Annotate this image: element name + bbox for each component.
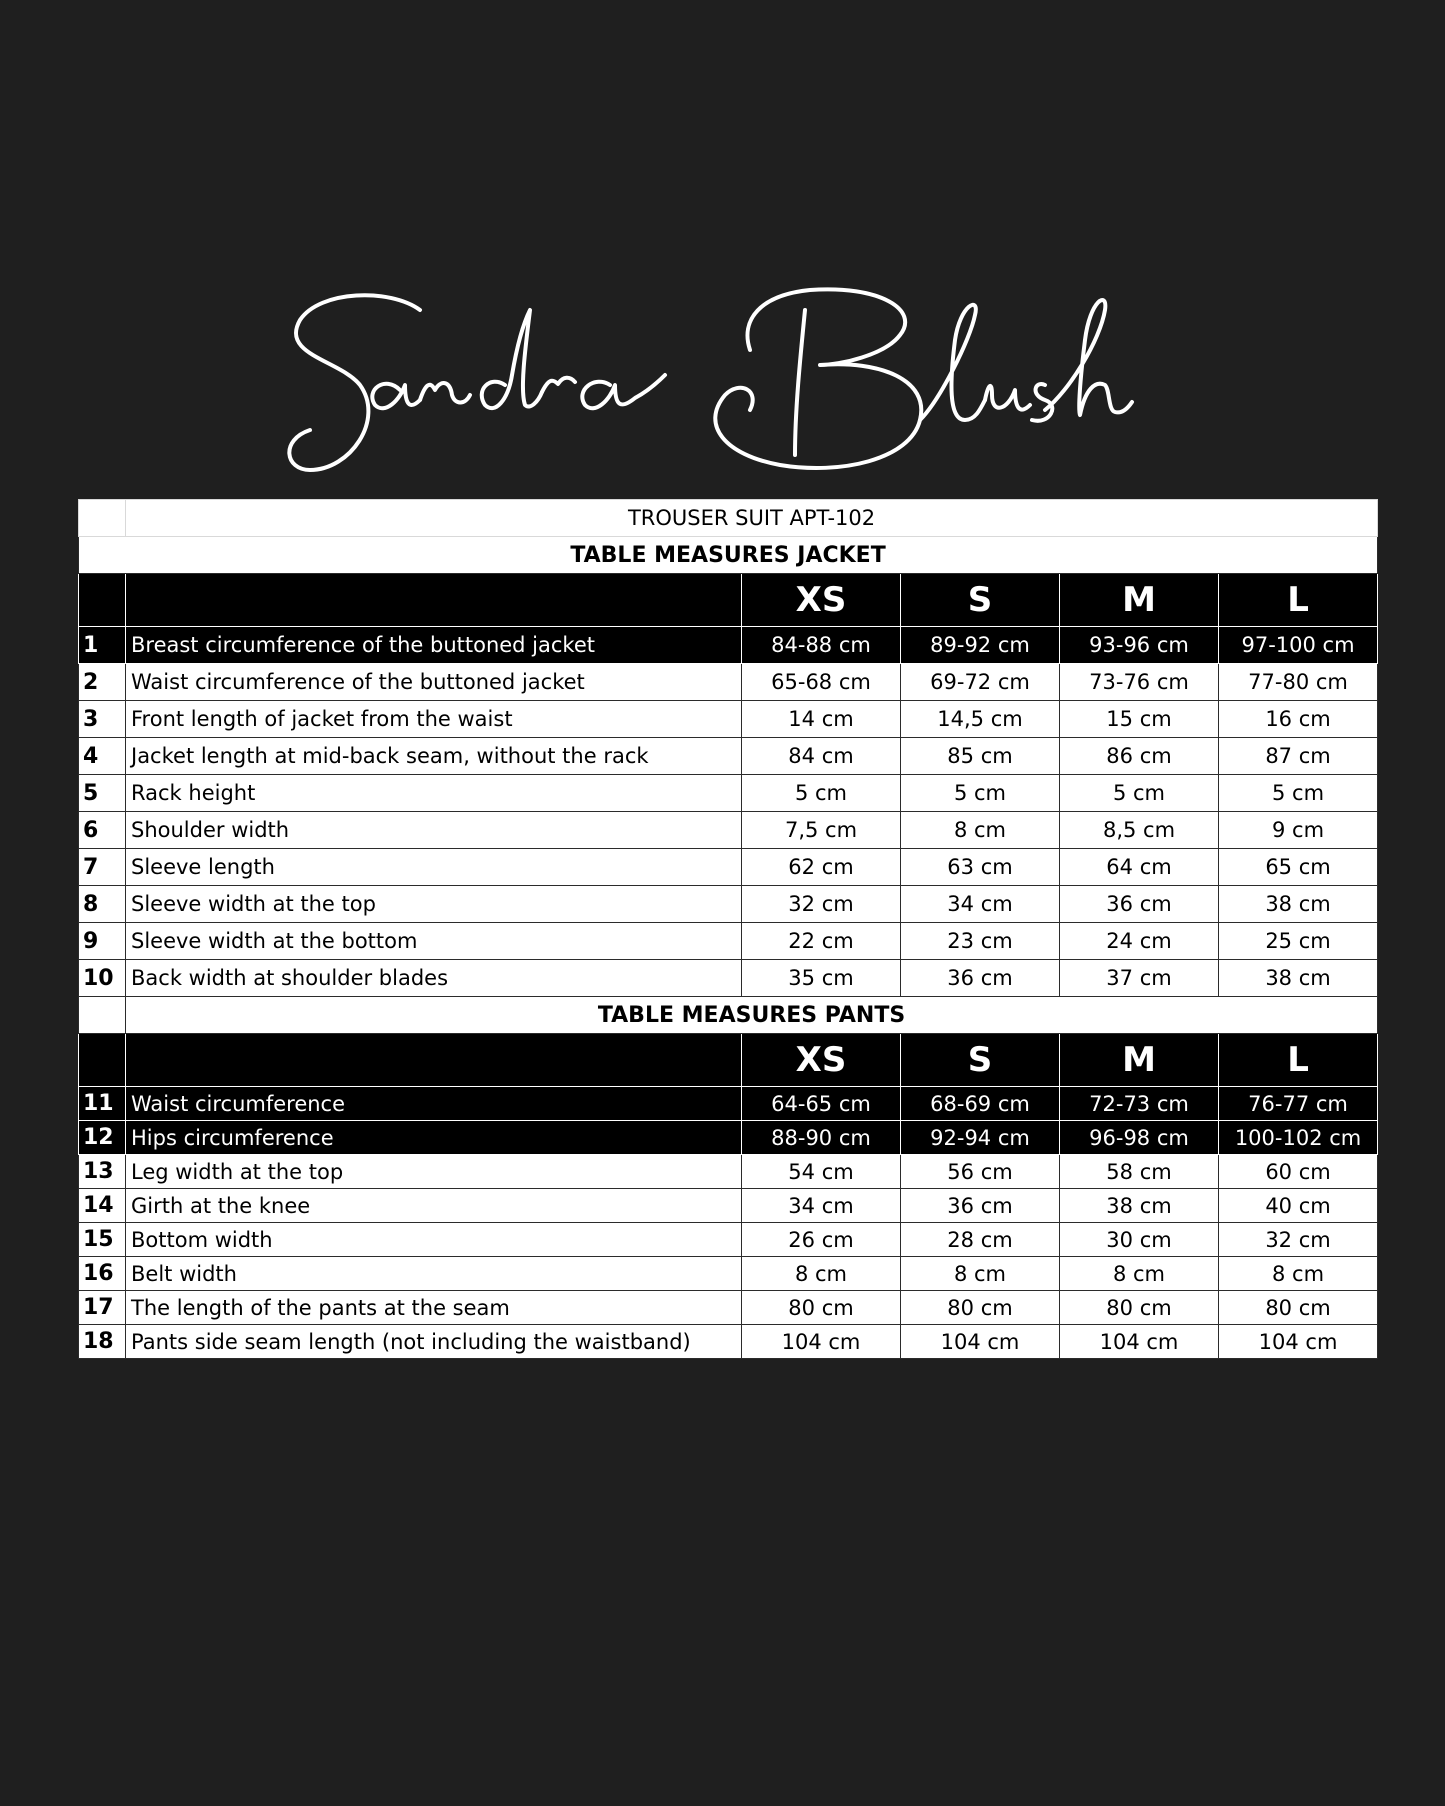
measurement-value: 36 cm xyxy=(901,960,1060,997)
measurement-label: Girth at the knee xyxy=(126,1189,742,1223)
measurement-value: 23 cm xyxy=(901,923,1060,960)
measurement-value: 30 cm xyxy=(1060,1223,1219,1257)
table-row xyxy=(79,1121,1378,1155)
measurement-value: 38 cm xyxy=(1060,1189,1219,1223)
size-chart xyxy=(78,499,1377,1359)
measurement-value: 56 cm xyxy=(901,1155,1060,1189)
measurement-value: 87 cm xyxy=(1219,738,1378,775)
measurement-value: 5 cm xyxy=(1219,775,1378,812)
measurement-value: 24 cm xyxy=(1060,923,1219,960)
measurement-value: 28 cm xyxy=(901,1223,1060,1257)
measurement-value: 25 cm xyxy=(1219,923,1378,960)
table-row xyxy=(79,1087,1378,1121)
row-number: 8 xyxy=(79,886,126,923)
jacket-header-label-cell xyxy=(126,574,742,627)
measurement-value: 8 cm xyxy=(901,812,1060,849)
measurement-value: 16 cm xyxy=(1219,701,1378,738)
measurement-label: Belt width xyxy=(126,1257,742,1291)
row-number: 17 xyxy=(79,1291,126,1325)
measurement-label: Rack height xyxy=(126,775,742,812)
measurement-value: 88-90 cm xyxy=(742,1121,901,1155)
measurement-value: 5 cm xyxy=(742,775,901,812)
table-row xyxy=(79,627,1378,664)
measurement-label: Sleeve width at the top xyxy=(126,886,742,923)
row-number: 11 xyxy=(79,1087,126,1121)
measurement-value: 14 cm xyxy=(742,701,901,738)
measurement-value: 93-96 cm xyxy=(1060,627,1219,664)
measurement-value: 96-98 cm xyxy=(1060,1121,1219,1155)
measurement-value: 22 cm xyxy=(742,923,901,960)
measurement-label: Back width at shoulder blades xyxy=(126,960,742,997)
measurement-label: Bottom width xyxy=(126,1223,742,1257)
measurement-value: 36 cm xyxy=(1060,886,1219,923)
measurement-value: 100-102 cm xyxy=(1219,1121,1378,1155)
measurement-value: 104 cm xyxy=(901,1325,1060,1359)
measurement-value: 38 cm xyxy=(1219,886,1378,923)
measurement-value: 35 cm xyxy=(742,960,901,997)
product-title: TROUSER SUIT APT-102 xyxy=(126,500,1378,537)
measurement-value: 7,5 cm xyxy=(742,812,901,849)
product-title-row xyxy=(79,500,1378,537)
brand-logo-text xyxy=(280,480,281,481)
jacket-section-title: TABLE MEASURES JACKET xyxy=(79,537,1378,574)
measurement-label: Hips circumference xyxy=(126,1121,742,1155)
measurement-value: 104 cm xyxy=(742,1325,901,1359)
measurement-value: 34 cm xyxy=(901,886,1060,923)
row-number: 14 xyxy=(79,1189,126,1223)
table-row xyxy=(79,664,1378,701)
measurement-label: Sleeve width at the bottom xyxy=(126,923,742,960)
pants-section-spacer-cell xyxy=(79,997,126,1034)
pants-section-title: TABLE MEASURES PANTS xyxy=(126,997,1378,1034)
pants-section-row xyxy=(79,997,1378,1034)
jacket-section-row xyxy=(79,537,1378,574)
jacket-size-xs: XS xyxy=(742,574,901,627)
measurement-value: 62 cm xyxy=(742,849,901,886)
measurement-label: Front length of jacket from the waist xyxy=(126,701,742,738)
measurement-value: 8 cm xyxy=(1060,1257,1219,1291)
measurement-value: 85 cm xyxy=(901,738,1060,775)
table-row xyxy=(79,1291,1378,1325)
row-number: 6 xyxy=(79,812,126,849)
measurement-value: 97-100 cm xyxy=(1219,627,1378,664)
measurement-value: 64-65 cm xyxy=(742,1087,901,1121)
row-number: 9 xyxy=(79,923,126,960)
measurement-value: 34 cm xyxy=(742,1189,901,1223)
measurement-value: 32 cm xyxy=(742,886,901,923)
row-number: 1 xyxy=(79,627,126,664)
brand-signature xyxy=(280,280,1160,480)
row-number: 15 xyxy=(79,1223,126,1257)
pants-size-l: L xyxy=(1219,1034,1378,1087)
measurement-value: 5 cm xyxy=(1060,775,1219,812)
pants-size-xs: XS xyxy=(742,1034,901,1087)
measurement-value: 64 cm xyxy=(1060,849,1219,886)
measurement-value: 8 cm xyxy=(742,1257,901,1291)
measurement-value: 37 cm xyxy=(1060,960,1219,997)
measurement-value: 8 cm xyxy=(1219,1257,1378,1291)
measurement-value: 63 cm xyxy=(901,849,1060,886)
row-number: 18 xyxy=(79,1325,126,1359)
table-row xyxy=(79,812,1378,849)
pants-size-m: M xyxy=(1060,1034,1219,1087)
measurement-label: Waist circumference of the buttoned jacket xyxy=(126,664,742,701)
row-number: 10 xyxy=(79,960,126,997)
measurement-value: 36 cm xyxy=(901,1189,1060,1223)
table-row xyxy=(79,1223,1378,1257)
measurement-value: 65-68 cm xyxy=(742,664,901,701)
table-row xyxy=(79,923,1378,960)
measurement-value: 72-73 cm xyxy=(1060,1087,1219,1121)
measurement-label: Shoulder width xyxy=(126,812,742,849)
pants-header-label-cell xyxy=(126,1034,742,1087)
measurement-value: 60 cm xyxy=(1219,1155,1378,1189)
table-row xyxy=(79,1325,1378,1359)
measurement-label: Leg width at the top xyxy=(126,1155,742,1189)
measurement-value: 15 cm xyxy=(1060,701,1219,738)
measurement-value: 84-88 cm xyxy=(742,627,901,664)
measurement-value: 9 cm xyxy=(1219,812,1378,849)
measurement-value: 84 cm xyxy=(742,738,901,775)
measurement-label: Sleeve length xyxy=(126,849,742,886)
measurement-value: 89-92 cm xyxy=(901,627,1060,664)
jacket-header-num-cell xyxy=(79,574,126,627)
measurement-value: 104 cm xyxy=(1060,1325,1219,1359)
measurement-value: 8,5 cm xyxy=(1060,812,1219,849)
table-row xyxy=(79,1155,1378,1189)
pants-size-header-row xyxy=(79,1034,1378,1087)
title-spacer-cell xyxy=(79,500,126,537)
size-chart-table xyxy=(78,499,1378,1359)
measurement-value: 26 cm xyxy=(742,1223,901,1257)
row-number: 7 xyxy=(79,849,126,886)
jacket-size-m: M xyxy=(1060,574,1219,627)
table-row xyxy=(79,1189,1378,1223)
measurement-value: 86 cm xyxy=(1060,738,1219,775)
measurement-value: 68-69 cm xyxy=(901,1087,1060,1121)
row-number: 4 xyxy=(79,738,126,775)
table-row xyxy=(79,886,1378,923)
measurement-label: Waist circumference xyxy=(126,1087,742,1121)
row-number: 16 xyxy=(79,1257,126,1291)
pants-size-s: S xyxy=(901,1034,1060,1087)
measurement-value: 77-80 cm xyxy=(1219,664,1378,701)
measurement-label: The length of the pants at the seam xyxy=(126,1291,742,1325)
measurement-label: Pants side seam length (not including the waistband) xyxy=(126,1325,742,1359)
measurement-value: 40 cm xyxy=(1219,1189,1378,1223)
measurement-value: 80 cm xyxy=(901,1291,1060,1325)
table-row xyxy=(79,960,1378,997)
row-number: 12 xyxy=(79,1121,126,1155)
row-number: 3 xyxy=(79,701,126,738)
jacket-size-header-row xyxy=(79,574,1378,627)
pants-header-num-cell xyxy=(79,1034,126,1087)
measurement-value: 38 cm xyxy=(1219,960,1378,997)
brand-logo xyxy=(280,280,1160,480)
measurement-value: 73-76 cm xyxy=(1060,664,1219,701)
table-row xyxy=(79,701,1378,738)
measurement-value: 58 cm xyxy=(1060,1155,1219,1189)
table-row xyxy=(79,738,1378,775)
measurement-value: 54 cm xyxy=(742,1155,901,1189)
table-row xyxy=(79,849,1378,886)
measurement-value: 80 cm xyxy=(742,1291,901,1325)
measurement-label: Jacket length at mid-back seam, without the rack xyxy=(126,738,742,775)
measurement-value: 5 cm xyxy=(901,775,1060,812)
jacket-size-l: L xyxy=(1219,574,1378,627)
measurement-value: 65 cm xyxy=(1219,849,1378,886)
measurement-value: 69-72 cm xyxy=(901,664,1060,701)
measurement-value: 14,5 cm xyxy=(901,701,1060,738)
row-number: 13 xyxy=(79,1155,126,1189)
measurement-value: 8 cm xyxy=(901,1257,1060,1291)
measurement-value: 32 cm xyxy=(1219,1223,1378,1257)
measurement-value: 104 cm xyxy=(1219,1325,1378,1359)
measurement-label: Breast circumference of the buttoned jacket xyxy=(126,627,742,664)
jacket-size-s: S xyxy=(901,574,1060,627)
measurement-value: 76-77 cm xyxy=(1219,1087,1378,1121)
measurement-value: 92-94 cm xyxy=(901,1121,1060,1155)
row-number: 2 xyxy=(79,664,126,701)
measurement-value: 80 cm xyxy=(1219,1291,1378,1325)
table-row xyxy=(79,775,1378,812)
table-row xyxy=(79,1257,1378,1291)
measurement-value: 80 cm xyxy=(1060,1291,1219,1325)
row-number: 5 xyxy=(79,775,126,812)
